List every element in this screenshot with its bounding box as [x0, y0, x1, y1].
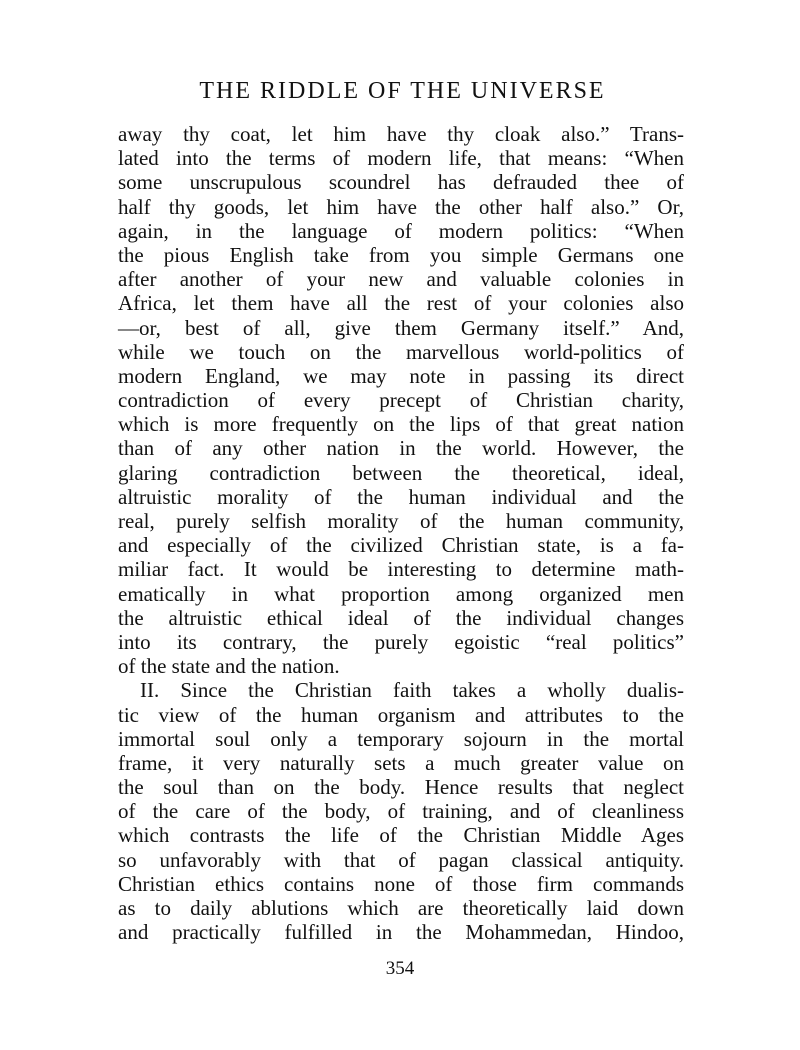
text-line: half thy goods, let him have the other half also.” Or,	[118, 194, 684, 219]
text-line: frame, it very naturally sets a much greater value on	[118, 750, 684, 775]
text-line: Africa, let them have all the rest of your colonies also	[118, 291, 684, 316]
text-line: modern England, we may note in passing its direct	[118, 363, 684, 388]
running-title: THE RIDDLE OF THE UNIVERSE	[199, 78, 606, 104]
text-line: which contrasts the life of the Christian Middle Ages	[118, 823, 684, 848]
text-line: miliar fact. It would be interesting to determine math-	[118, 557, 684, 582]
text-line: after another of your new and valuable colonies in	[118, 267, 684, 292]
body-text	[118, 122, 684, 944]
text-line: Christian ethics contains none of those firm commands	[118, 871, 684, 896]
text-line: and practically fulfilled in the Mohammedan, Hindoo,	[118, 920, 684, 945]
text-line: the altruistic ethical ideal of the individual changes	[118, 605, 684, 630]
text-line: the soul than on the body. Hence results that neglect	[118, 775, 684, 800]
text-line: ematically in what proportion among organized men	[118, 581, 684, 606]
text-line: than of any other nation in the world. However, the	[118, 436, 684, 461]
text-line: the pious English take from you simple Germans one	[118, 242, 684, 267]
text-line: real, purely selfish morality of the human community,	[118, 509, 684, 533]
text-line: tic view of the human organism and attributes to the	[118, 702, 684, 727]
text-line: again, in the language of modern politics: “When	[118, 218, 684, 243]
text-line: —or, best of all, give them Germany itself.” And,	[118, 315, 684, 340]
paragraph-end-line: of the state and the nation.	[118, 654, 340, 679]
text-line: of the care of the body, of training, and of cleanliness	[118, 799, 684, 824]
text-line: away thy coat, let him have thy cloak also.” Trans-	[118, 122, 684, 146]
page-number: 354	[385, 958, 415, 979]
text-line: so unfavorably with that of pagan classical antiquity.	[118, 847, 684, 872]
text-line: which is more frequently on the lips of that great nation	[118, 412, 684, 437]
text-line: some unscrupulous scoundrel has defrauded thee of	[118, 170, 684, 195]
text-line: contradiction of every precept of Christian charity,	[118, 388, 684, 413]
text-line: as to daily ablutions which are theoretically laid down	[118, 896, 684, 920]
text-line: lated into the terms of modern life, that means: “When	[118, 146, 684, 171]
text-line: and especially of the civilized Christian state, is a fa-	[118, 533, 684, 558]
text-line: glaring contradiction between the theoretical, ideal,	[118, 460, 684, 485]
text-line: altruistic morality of the human individual and the	[118, 484, 684, 509]
text-line: while we touch on the marvellous world-politics of	[118, 339, 684, 364]
text-line: immortal soul only a temporary sojourn in the mortal	[118, 726, 684, 751]
text-line: II. Since the Christian faith takes a wholly dualis-	[140, 678, 684, 703]
text-line: into its contrary, the purely egoistic “real politics”	[118, 629, 684, 654]
